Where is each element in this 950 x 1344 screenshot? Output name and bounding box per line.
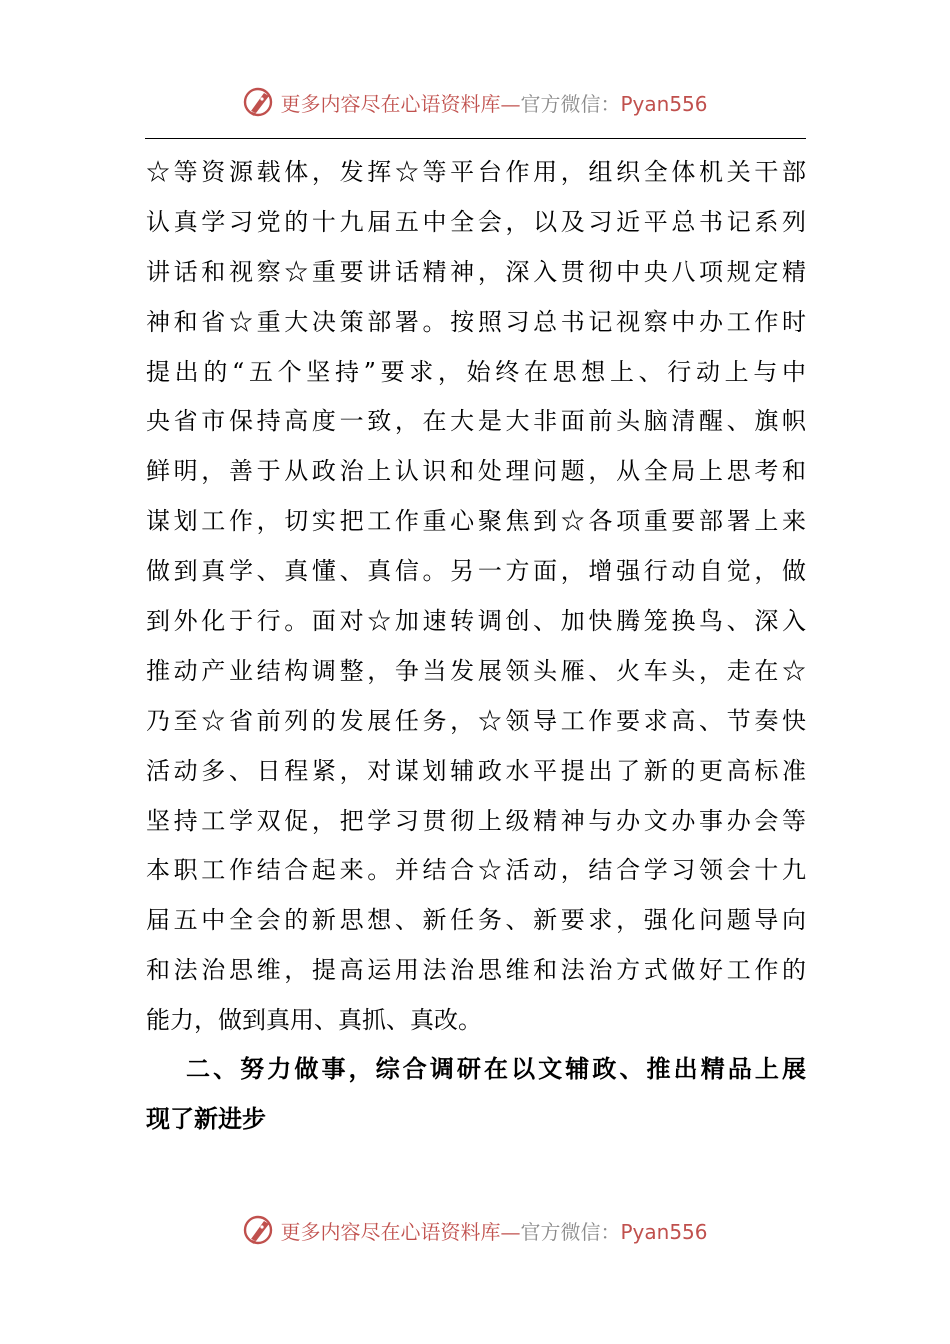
- footer-brand-text: 更多内容尽在心语资料库: [280, 1219, 501, 1244]
- pen-nib-logo-icon: [242, 1213, 276, 1247]
- body-line: ☆等资源载体，发挥☆等平台作用，组织全体机关干部: [146, 158, 806, 186]
- pen-nib-logo-icon: [242, 85, 276, 119]
- body-line: 乃至☆省前列的发展任务，☆领导工作要求高、节奏快: [146, 706, 806, 735]
- header-text: [280, 88, 707, 117]
- body-line: 央省市保持高度一致，在大是大非面前头脑清醒、旗帜: [146, 407, 806, 436]
- header-separator: —: [500, 91, 521, 116]
- body-line: 神和省☆重大决策部署。按照习总书记视察中办工作时: [146, 307, 806, 336]
- body-line: 届五中全会的新思想、新任务、新要求，强化问题导向: [146, 906, 806, 935]
- footer-wechat-id: Pyan556: [620, 1219, 708, 1244]
- header-brand-text: 更多内容尽在心语资料库: [280, 91, 501, 116]
- footer-official-label: 官方微信：: [520, 1219, 621, 1244]
- header-divider: [145, 138, 806, 139]
- body-line: 到外化于行。面对☆加速转调创、加快腾笼换鸟、深入: [146, 607, 806, 636]
- body-line: 坚持工学双促，把学习贯彻上级精神与办文办事办会等: [146, 806, 806, 835]
- body-line: 推动产业结构调整，争当发展领头雁、火车头，走在☆: [146, 656, 806, 685]
- header-wechat-id: Pyan556: [620, 91, 708, 116]
- body-line: 鲜明，善于从政治上认识和处理问题，从全局上思考和: [146, 457, 806, 486]
- footer-separator: —: [500, 1219, 521, 1244]
- section-heading-line: 现了新进步: [146, 1104, 266, 1133]
- body-line: 做到真学、真懂、真信。另一方面，增强行动自觉，做: [146, 557, 806, 586]
- body-line: 提出的“五个坚持”要求，始终在思想上、行动上与中: [146, 357, 806, 386]
- section-heading: [146, 1044, 806, 1144]
- body-line: 讲话和视察☆重要讲话精神，深入贯彻中央八项规定精: [146, 257, 806, 286]
- body-line: 活动多、日程紧，对谋划辅政水平提出了新的更高标准: [146, 756, 806, 785]
- footer-text: [280, 1216, 707, 1245]
- body-line: 本职工作结合起来。并结合☆活动，结合学习领会十九: [146, 856, 806, 885]
- body-paragraph: [146, 148, 806, 1046]
- body-line: 能力，做到真用、真抓、真改。: [146, 1006, 482, 1035]
- body-line: 谋划工作，切实把工作重心聚焦到☆各项重要部署上来: [146, 507, 806, 536]
- footer-banner: [0, 1212, 950, 1248]
- section-heading-line: 二、努力做事，综合调研在以文辅政、推出精品上展: [186, 1054, 806, 1083]
- header-banner: [0, 84, 950, 120]
- header-official-label: 官方微信：: [520, 91, 621, 116]
- body-line: 和法治思维，提高运用法治思维和法治方式做好工作的: [146, 956, 806, 985]
- body-line: 认真学习党的十九届五中全会，以及习近平总书记系列: [146, 207, 806, 236]
